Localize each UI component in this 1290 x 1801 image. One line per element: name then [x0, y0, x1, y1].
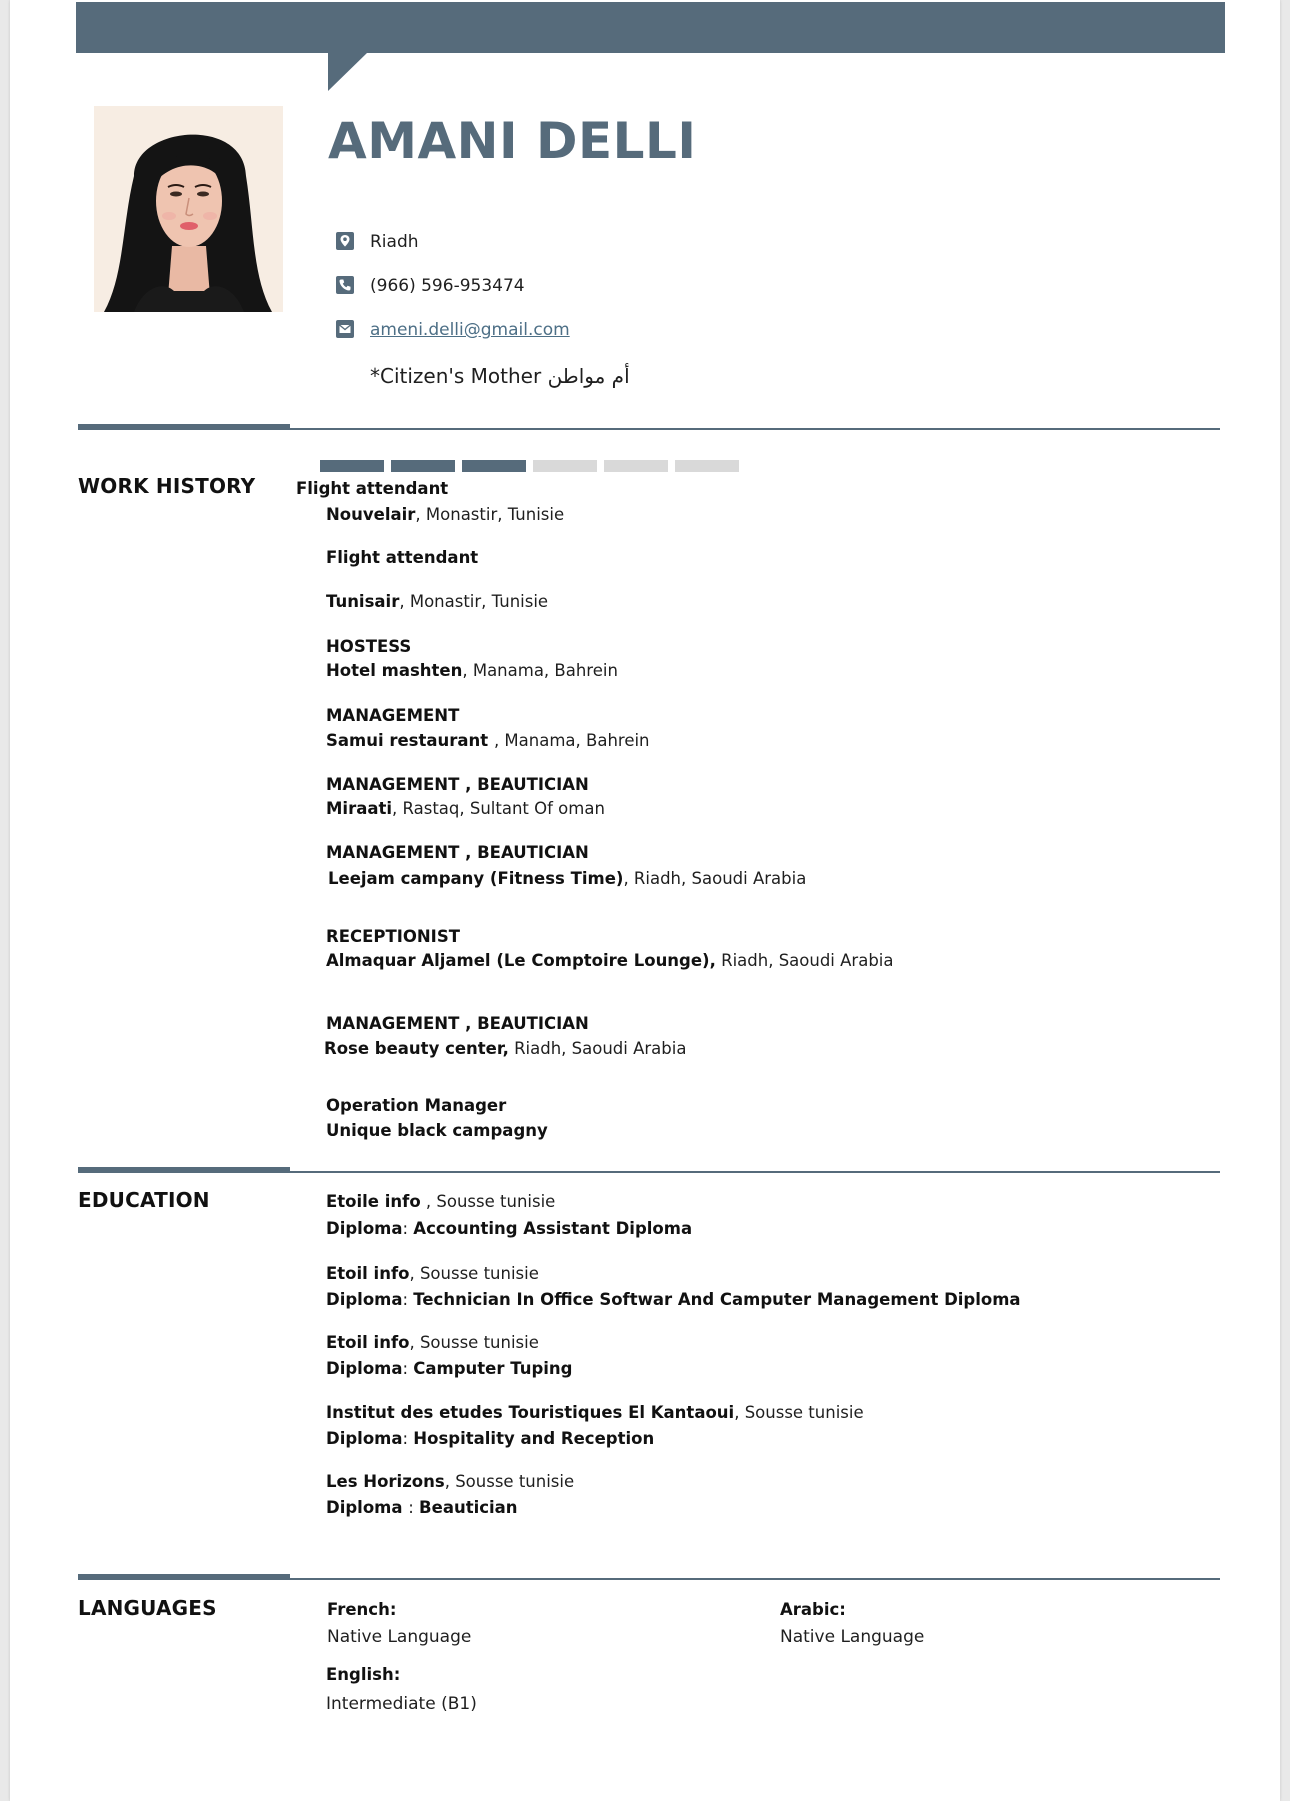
- edu-diploma-line: Diploma: Accounting Assistant Diploma: [326, 1219, 693, 1238]
- citizen-note: *Citizen's Mother أم مواطن: [370, 364, 630, 388]
- section-divider-accent: [78, 1167, 290, 1173]
- language-level: Native Language: [780, 1627, 925, 1647]
- job-place: , Rastaq, Sultant Of oman: [392, 799, 605, 818]
- edu-diploma-label: Diploma: [326, 1359, 403, 1378]
- edu-diploma-label: Diploma: [326, 1219, 403, 1238]
- job-role: MANAGEMENT , BEAUTICIAN: [326, 1014, 589, 1033]
- edu-diploma-line: Diploma: Camputer Tuping: [326, 1359, 573, 1378]
- work-history-title: WORK HISTORY: [78, 474, 256, 498]
- language-name: Arabic:: [780, 1600, 846, 1619]
- skill-bar-segment: [675, 460, 739, 472]
- profile-photo: [94, 106, 283, 312]
- edu-diploma: Camputer Tuping: [413, 1359, 573, 1378]
- job-place: Riadh, Saoudi Arabia: [508, 1039, 687, 1058]
- job-company-line: [326, 1121, 548, 1140]
- job-role: Flight attendant: [326, 548, 479, 567]
- edu-school-line: [326, 1333, 539, 1352]
- job-company-line: [326, 731, 650, 750]
- contact-location: [336, 230, 419, 252]
- job-place: , Monastir, Tunisie: [415, 505, 565, 524]
- phone-text: (966) 596-953474: [370, 276, 525, 296]
- job-role: Flight attendant: [296, 479, 449, 498]
- header-banner-notch: [328, 52, 368, 91]
- job-role: MANAGEMENT , BEAUTICIAN: [326, 843, 589, 862]
- edu-diploma-line: Diploma: Technician In Office Softwar And Camputer Management Diploma: [326, 1290, 1021, 1309]
- job-company: Almaquar Aljamel (Le Comptoire Lounge),: [326, 951, 716, 970]
- job-company-line: [326, 951, 894, 970]
- email-link[interactable]: ameni.delli@gmail.com: [370, 320, 570, 340]
- job-role: HOSTESS: [326, 637, 412, 656]
- skill-bar-segment: [462, 460, 526, 472]
- language-level: Native Language: [327, 1627, 472, 1647]
- job-place: , Manama, Bahrein: [493, 731, 650, 750]
- job-company: Nouvelair: [326, 505, 416, 524]
- skill-bar-segment: [604, 460, 668, 472]
- edu-diploma: Accounting Assistant Diploma: [413, 1219, 693, 1238]
- edu-diploma-line: Diploma : Beautician: [326, 1498, 518, 1517]
- job-role: RECEPTIONIST: [326, 927, 460, 946]
- candidate-name: AMANI DELLI: [328, 112, 697, 170]
- edu-school: Etoil info: [326, 1333, 410, 1352]
- section-divider-accent: [78, 1574, 290, 1580]
- edu-place: , Sousse tunisie: [420, 1192, 556, 1211]
- location-text: Riadh: [370, 232, 419, 252]
- job-place: , Manama, Bahrein: [462, 661, 618, 680]
- edu-diploma: Hospitality and Reception: [413, 1429, 655, 1448]
- phone-icon: [336, 276, 354, 294]
- edu-school-line: [326, 1403, 864, 1422]
- job-role: MANAGEMENT: [326, 706, 460, 725]
- job-place: Riadh, Saoudi Arabia: [715, 951, 894, 970]
- job-company-line: [326, 661, 618, 680]
- job-company: Miraati: [326, 799, 393, 818]
- edu-diploma-line: Diploma: Hospitality and Reception: [326, 1429, 655, 1448]
- edu-school-line: [326, 1264, 539, 1283]
- edu-diploma-label: Diploma: [326, 1429, 403, 1448]
- edu-place: , Sousse tunisie: [444, 1472, 575, 1491]
- languages-title: LANGUAGES: [78, 1596, 217, 1620]
- job-company-line: [326, 799, 605, 818]
- edu-place: , Sousse tunisie: [734, 1403, 864, 1422]
- skill-bar-segment: [320, 460, 384, 472]
- language-level: Intermediate (B1): [326, 1694, 477, 1714]
- job-company-line: [326, 592, 548, 611]
- resume-page: [10, 0, 1280, 1801]
- skill-bar: [320, 460, 739, 472]
- edu-school-line: [326, 1472, 574, 1491]
- job-company: Leejam campany (Fitness Time): [328, 869, 624, 888]
- contact-phone: [336, 274, 525, 296]
- job-company: Samui restaurant: [326, 731, 494, 750]
- edu-school: Les Horizons: [326, 1472, 445, 1491]
- job-company-line: [328, 869, 806, 888]
- job-place: , Riadh, Saoudi Arabia: [623, 869, 807, 888]
- language-name: English:: [326, 1665, 401, 1684]
- edu-diploma: Technician In Office Softwar And Camputer Management Diploma: [413, 1290, 1021, 1309]
- edu-school-line: [326, 1192, 555, 1211]
- edu-school: Etoile info: [326, 1192, 421, 1211]
- skill-bar-segment: [533, 460, 597, 472]
- job-company: Hotel mashten: [326, 661, 463, 680]
- language-name: French:: [327, 1600, 397, 1619]
- edu-school: Etoil info: [326, 1264, 410, 1283]
- location-pin-icon: [336, 232, 354, 250]
- section-divider-accent: [78, 424, 290, 430]
- contact-email[interactable]: [336, 318, 570, 340]
- job-company: Tunisair: [326, 592, 400, 611]
- job-company-line: [326, 505, 564, 524]
- skill-bar-segment: [391, 460, 455, 472]
- edu-place: , Sousse tunisie: [409, 1264, 539, 1283]
- job-role: Operation Manager: [326, 1096, 507, 1115]
- job-place: , Monastir, Tunisie: [399, 592, 549, 611]
- edu-diploma-label: Diploma: [326, 1290, 403, 1309]
- header-banner: [76, 2, 1225, 53]
- education-title: EDUCATION: [78, 1188, 210, 1212]
- edu-school: Institut des etudes Touristiques El Kantaoui: [326, 1403, 735, 1422]
- job-company-line: [324, 1039, 686, 1058]
- job-role: MANAGEMENT , BEAUTICIAN: [326, 775, 589, 794]
- edu-diploma-label: Diploma: [326, 1498, 409, 1517]
- job-company: Rose beauty center,: [324, 1039, 509, 1058]
- profile-photo-illustration: [94, 106, 283, 312]
- job-company: Unique black campagny: [326, 1121, 548, 1140]
- edu-diploma: Beautician: [419, 1498, 518, 1517]
- mail-icon: [336, 320, 354, 338]
- edu-place: , Sousse tunisie: [409, 1333, 539, 1352]
